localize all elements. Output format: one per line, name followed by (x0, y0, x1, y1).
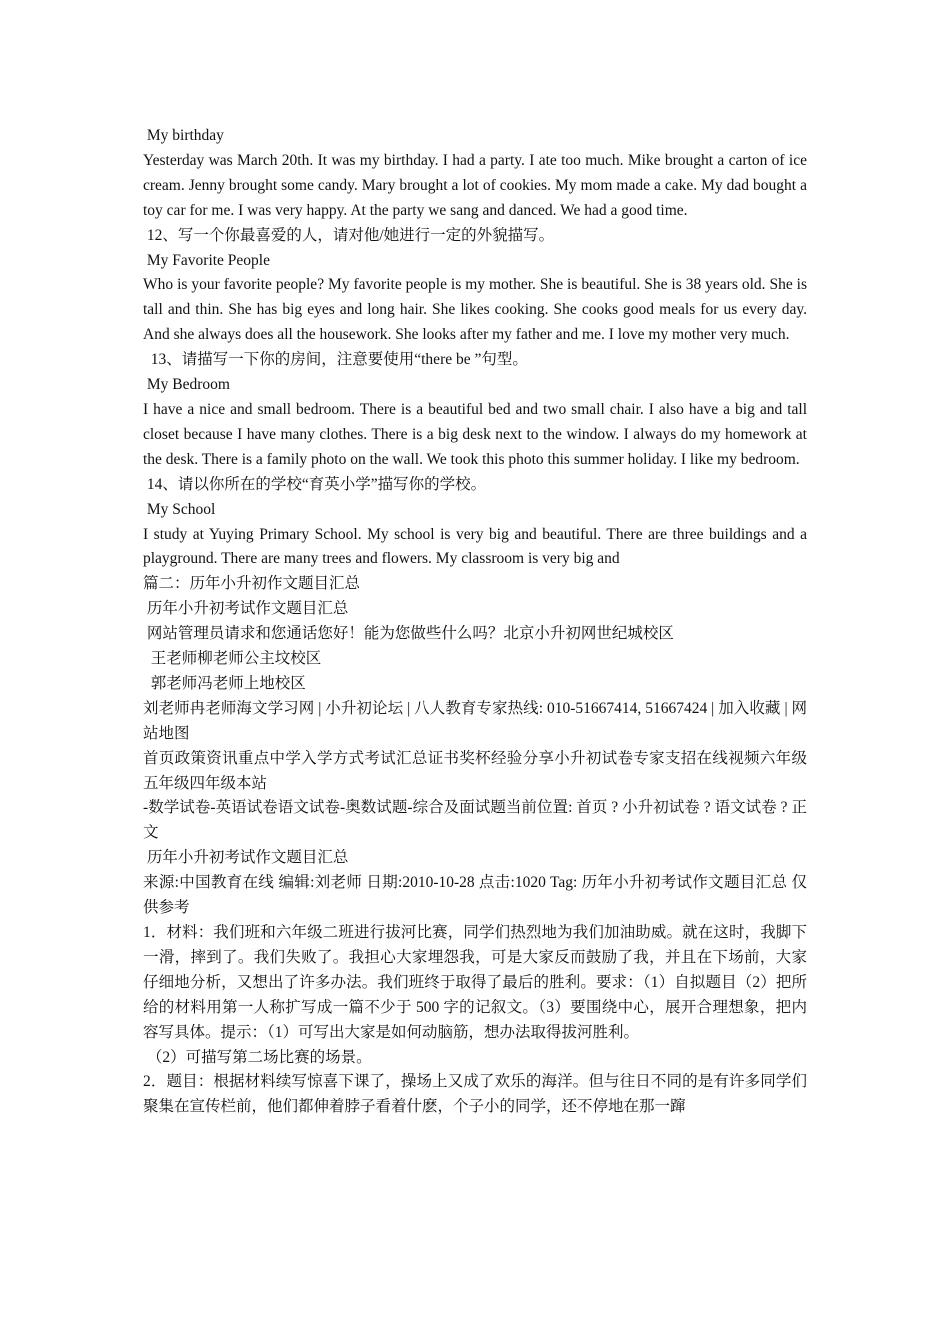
text-line: My School (143, 500, 216, 518)
paragraph: Who is your favorite people? My favorite people is my mother. She is beautiful. She is 38 years old. She is tall and thin. She has big eyes and long hair. She likes cooking. She cooks good meals for us every day. And she always does all the housework. She looks after my father and me. I love my mother very much. (143, 276, 807, 344)
text-line: My birthday (143, 127, 224, 144)
paragraph: -数学试卷-英语试卷语文试卷-奥数试题-综合及面试题当前位置: 首页 ? 小升初试卷 ? 语文试卷 ? 正文 (143, 799, 807, 842)
text-line: 王老师柳老师公主坟校区 (143, 650, 322, 668)
paragraph: 首页政策资讯重点中学入学方式考试汇总证书奖杯经验分享小升初试卷专家支招在线视频六年级五年级四年级本站 (143, 749, 807, 792)
document-page (143, 124, 807, 1120)
text-line: 篇二：历年小升初作文题目汇总 (143, 575, 361, 593)
text-line: （2）可描写第二场比赛的场景。 (143, 1048, 372, 1066)
text-line: My Favorite People (143, 251, 270, 269)
paragraph: I study at Yuying Primary School. My school is very big and beautiful. There are three buildings and a playground. There are many trees and flowers. My classroom is very big and (143, 525, 807, 568)
text-line: 13、请描写一下你的房间，注意要使用“there be ”句型。 (143, 351, 528, 369)
paragraph: 2．题目：根据材料续写惊喜下课了，操场上又成了欢乐的海洋。但与往日不同的是有许多同学们聚集在宣传栏前，他们都伸着脖子看着什麽，个子小的同学，还不停地在那一蹿 (143, 1073, 807, 1116)
text-line: 郭老师冯老师上地校区 (143, 674, 306, 692)
text-line: 历年小升初考试作文题目汇总 (143, 849, 349, 867)
paragraph: 来源:中国教育在线 编辑:刘老师 日期:2010-10-28 点击:1020 Tag: 历年小升初考试作文题目汇总 仅供参考 (143, 874, 807, 917)
paragraph: Yesterday was March 20th. It was my birthday. I had a party. I ate too much. Mike brought a carton of ice cream. Jenny brought some candy. Mary brought a lot of cookies. My mom made a cake. My dad bought a toy car for me. I was very happy. At the party we sang and danced. We had a good time. (143, 151, 807, 219)
text-line: 14、请以你所在的学校“育英小学”描写你的学校。 (143, 475, 487, 493)
text-line: My Bedroom (143, 376, 230, 394)
paragraph: I have a nice and small bedroom. There is a beautiful bed and two small chair. I also have a big and tall closet because I have many clothes. There is a big desk next to the window. I always do my homework at the desk. There is a family photo on the wall. We took this photo this summer holiday. I like my bedroom. (143, 400, 807, 468)
text-line: 历年小升初考试作文题目汇总 (143, 600, 349, 618)
paragraph: 刘老师冉老师海文学习网 | 小升初论坛 | 八人教育专家热线: 010-51667414, 51667424 | 加入收藏 | 网站地图 (143, 699, 807, 742)
text-line: 网站管理员请求和您通话您好！能为您做些什么吗？北京小升初网世纪城校区 (143, 625, 674, 643)
paragraph: 1．材料：我们班和六年级二班进行拔河比赛，同学们热烈地为我们加油助威。就在这时，我脚下一滑，摔到了。我们失败了。我担心大家埋怨我，可是大家反而鼓励了我，并且在下场前，大家仔细地分析，又想出了许多办法。我们班终于取得了最后的胜利。要求：（1）自拟题目（2）把所给的材料用第一人称扩写成一篇不少于 500 字的记叙文。（3）要围绕中心，展开合理想象，把内容写具体。提示：（1）可写出大家是如何动脑筋，想办法取得拔河胜利。 (143, 924, 807, 1041)
text-line: 12、写一个你最喜爱的人，请对他/她进行一定的外貌描写。 (143, 226, 555, 244)
